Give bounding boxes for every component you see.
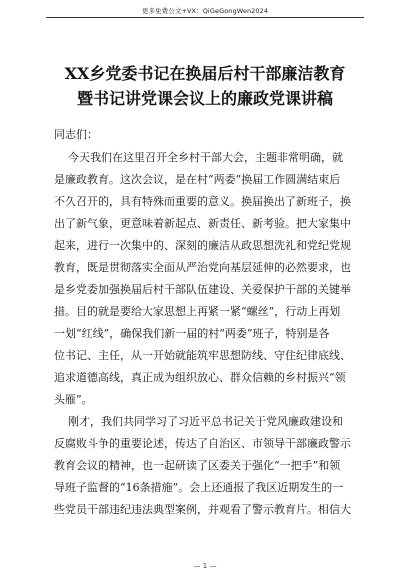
paragraph-line: 导班子监督的“16条措施”。会上还通报了我区近期发生的一 <box>54 481 344 494</box>
paragraph-line: 反腐败斗争的重要论述，传达了自治区、市领导干部廉政警示 <box>54 437 351 450</box>
paragraph-line: 措。目的就是要给大家思想上再紧一紧“螺丝”，行动上再划 <box>54 305 341 318</box>
document-title-line-2: 暨书记讲党课会议上的廉政党课讲稿 <box>76 89 333 108</box>
paragraph-line: 不久召开的，具有特殊而重要的意义。换届换出了新班子，换 <box>54 195 351 208</box>
paragraph-line: 出了新气象，更意味着新起点、新责任、新考验。把大家集中 <box>54 217 351 230</box>
paragraph-line: 刚才，我们共同学习了习近平总书记关于党风廉政建设和 <box>68 415 343 428</box>
paragraph-line: 教育，既是贯彻落实全面从严治党向基层延伸的必然要求，也 <box>54 261 351 274</box>
document-title-line-1: XX乡党委书记在换届后村干部廉洁教育 <box>64 64 346 83</box>
page-number: — 1 — <box>193 562 217 570</box>
paragraph-line: 头雁”。 <box>54 393 93 406</box>
paragraph-line: 追求道德高线，真正成为组织放心、群众信赖的乡村振兴“领 <box>54 371 346 384</box>
salutation: 同志们： <box>54 128 98 141</box>
header-note: 更多免费公文+VX：QiGeGongWen2024 <box>141 7 269 15</box>
paragraph-line: 是乡党委加强换届后村干部队伍建设、关爱保护干部的关键举 <box>54 283 351 296</box>
paragraph-line: 起来，进行一次集中的、深刻的廉洁从政思想洗礼和党纪党规 <box>54 239 351 252</box>
paragraph-line: 位书记、主任，从一开始就能筑牢思想防线、守住纪律底线、 <box>54 349 351 362</box>
paragraph-line: 是廉政教育。这次会议，是在村“两委”换届工作圆满结束后 <box>54 173 341 186</box>
header-divider <box>46 17 364 18</box>
paragraph-line: 今天我们在这里召开全乡村干部大会，主题非常明确，就 <box>68 151 343 164</box>
paragraph-line: 些党员干部违纪违法典型案例，并观看了警示教育片。相信大 <box>54 503 351 516</box>
paragraph-line: 一划“红线”，确保我们新一届的村“两委”班子，特别是各 <box>54 327 330 340</box>
paragraph-line: 教育会议的精神，也一起研读了区委关于强化“一把手”和领 <box>54 459 341 472</box>
